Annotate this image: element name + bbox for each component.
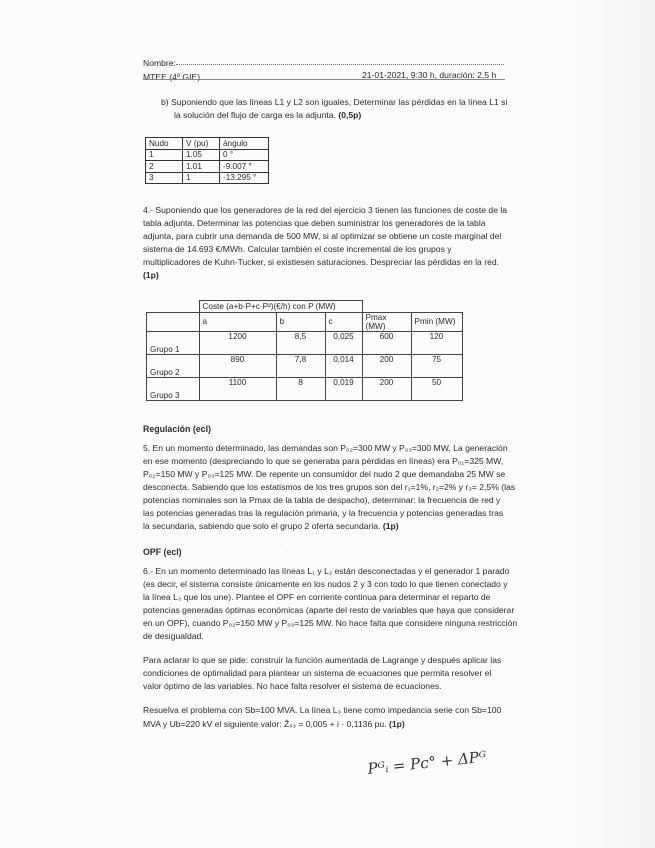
- cell: 2: [146, 161, 183, 173]
- q6-para3-line: Resuelva el problema con Sb=100 MVA. La línea L₃ tiene como impedancia serie con Sb=100: [143, 705, 502, 715]
- cost-table: [146, 300, 463, 401]
- table-row: [147, 377, 463, 400]
- group-name: Grupo 3: [147, 377, 200, 400]
- header-cell: Nudo: [146, 138, 183, 150]
- q6-line: (es decir, el sistema consiste únicamente en los nudos 2 y 3 con todo lo que tienen conectado y: [143, 579, 508, 589]
- table-row: [146, 172, 269, 184]
- q5-line: 5. En un momento determinado, las demandas son P₀₂=300 MW y P₀₃=300 MW. La generación: [143, 443, 508, 453]
- q6-line: de desigualdad.: [143, 631, 204, 641]
- q4-line: sistema de 14.693 €/MWh. Calcular también el coste incremental de los grupos y: [143, 244, 452, 254]
- cell: 1: [146, 149, 183, 161]
- header-cell: c: [325, 312, 362, 331]
- flow-table: [145, 137, 269, 184]
- q6-line: la línea L₃ que los une). Plantee el OPF en corriente continua para determinar el reparto de: [143, 592, 491, 602]
- q6-line: en un OPF), cuando P₀₂=150 MW y P₀₃=125 MW. No hace falta que considere ninguna restricción: [143, 618, 518, 628]
- q5-line: las potencias generadas tras la regulación primaria, y la frecuencia y potencias generadas tras: [143, 508, 504, 518]
- course-label: MTEE (4º GIE): [143, 72, 201, 82]
- nombre-line: [176, 64, 504, 65]
- cell: 75: [411, 354, 462, 377]
- cell: 7,8: [276, 354, 325, 377]
- bleed-through-mark: ,: [280, 540, 282, 547]
- nombre-label: Nombre:: [143, 58, 176, 68]
- q6-para2-line: condiciones de optimalidad para plantear un sistema de ecuaciones que permita resolver el: [143, 668, 492, 678]
- cell: 1100: [199, 377, 276, 400]
- cell: 0,019: [325, 377, 362, 400]
- cell: 1200: [199, 331, 276, 354]
- part-b-line1: b) Suponiendo que las líneas L1 y L2 son iguales, Determinar las pérdidas en la línea L1 si: [161, 97, 508, 107]
- q6-para2-line: valor óptimo de las variables. No hace falta resolver el sistema de ecuaciones.: [143, 681, 442, 691]
- group-name: Grupo 1: [147, 331, 200, 354]
- cell: 0,014: [325, 354, 362, 377]
- q4-points: (1p): [143, 270, 159, 280]
- q4-line: multiplicadores de Kuhn-Tucker, si existiesen saturaciones. Despreciar las pérdidas en la red.: [143, 257, 500, 267]
- part-b-line2: la solución del flujo de carga es la adjunta. (0,5p): [174, 110, 362, 120]
- cell: -13.295 °: [220, 172, 269, 184]
- regulacion-heading: Regulación (ecl): [143, 424, 211, 434]
- table-row: [146, 161, 269, 173]
- cell: 890: [199, 354, 276, 377]
- handwritten-formula: [365, 740, 505, 780]
- q6-line: potencias generadas óptimas económicas (aparte del resto de variables que haya que considerar: [143, 605, 515, 615]
- table-row: [147, 301, 463, 313]
- cell: 8: [276, 377, 325, 400]
- q5-line: en ese momento (despreciando lo que se generaba para pérdidas en líneas) era P₀₁=325 MW,: [143, 456, 504, 466]
- header-cell: Pmax (MW): [362, 312, 411, 331]
- q5-points: (1p): [382, 521, 399, 531]
- q4-line: adjunta, para cubrir una demanda de 500 MW, si al optimizar se obtiene un coste marginal del: [143, 231, 502, 241]
- table-row: [147, 354, 463, 377]
- q4-line: 4.- Suponiendo que los generadores de la red del ejercicio 3 tienen las funciones de coste de la: [143, 205, 508, 215]
- cost-table-title: Coste (a+b·P+c·P²)(€/h) con P (MW): [199, 301, 362, 313]
- cell: -9.007 °: [220, 161, 269, 173]
- header-cell: Pmin (MW): [411, 312, 462, 331]
- q4-line: tabla adjunta. Determinar las potencias que deben suministrar los generadores de la tabla: [143, 218, 486, 228]
- header-rule: [143, 79, 505, 80]
- q6-para3-line: MVA y Ub=220 kV el siguiente valor: Ẑₛ₃ = 0,005 + i · 0,1136 pu. (1p): [143, 719, 405, 729]
- table-row: [147, 331, 463, 354]
- group-name: Grupo 2: [147, 354, 200, 377]
- cell: 3: [146, 172, 183, 184]
- cell: 600: [362, 331, 411, 354]
- opf-heading: OPF (ecl): [143, 547, 182, 557]
- header-cell: V (pu): [183, 138, 220, 150]
- q5-line: desconecta. Sabiendo que los estatismos de los tres grupos son del r₁=1%, r₂=2% y r₃= 2,5% (las: [143, 482, 516, 492]
- table-row: [146, 149, 269, 161]
- cell: 200: [362, 354, 411, 377]
- cell: 8,5: [276, 331, 325, 354]
- cell: 50: [411, 377, 462, 400]
- cell: 1: [183, 172, 220, 184]
- header-cell: b: [276, 312, 325, 331]
- q5-line: potencias nominales son la Pmax de la tabla de despacho), determinar: la frecuencia de red y: [143, 495, 501, 505]
- cell: 1.01: [183, 161, 220, 173]
- cell: 0,025: [325, 331, 362, 354]
- q5-line: la secundaria, sabiendo que solo el grupo 2 oferta secundaria. (1p): [143, 521, 399, 531]
- cell: 200: [362, 377, 411, 400]
- part-b-points: (0,5p): [338, 110, 362, 120]
- header-cell: a: [199, 312, 276, 331]
- table-row: [147, 312, 463, 331]
- handwritten-formula-text: Pᴳᵢ = Pᴄ° + ΔPᴳ: [366, 747, 488, 778]
- q6-line: 6.- En un momento determinado las líneas L₁ y L₂ están desconectadas y el generador 1 parado: [143, 566, 510, 576]
- cell: 0 °: [220, 149, 269, 161]
- cell: 1.05: [183, 149, 220, 161]
- q6-para2-line: Para aclarar lo que se pide: construir la función aumentada de Lagrange y después aplicar las: [143, 655, 502, 665]
- table-row: [146, 138, 269, 150]
- q6-points: (1p): [388, 719, 405, 729]
- date-label: 21-01-2021, 9:30 h, duración: 2,5 h: [362, 70, 497, 80]
- header-cell: ángulo: [220, 138, 269, 150]
- scan-shadow: [565, 0, 655, 848]
- cell: 120: [411, 331, 462, 354]
- q5-line: P₀₂=150 MW y P₀₃=125 MW. De repente un consumidor del nudo 2 que demandaba 25 MW se: [143, 469, 506, 479]
